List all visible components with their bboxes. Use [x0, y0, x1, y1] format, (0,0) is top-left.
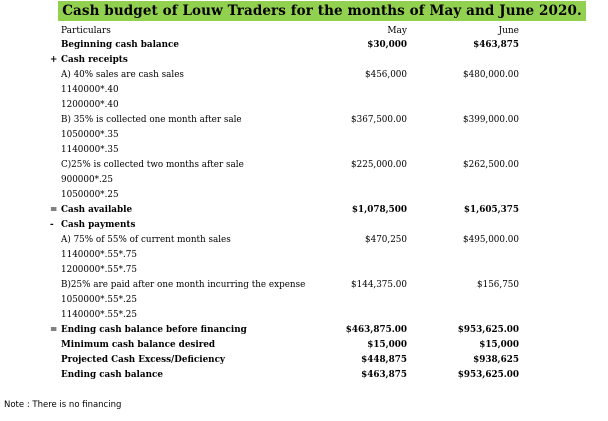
table-row: [0, 143, 608, 158]
row-label: Projected Cash Excess/Deficiency: [61, 355, 226, 365]
row-june-value: $953,625.00: [457, 325, 519, 335]
row-june-value: $156,750: [477, 280, 519, 290]
row-june-value: $1,605,375: [463, 205, 519, 215]
table-row: [0, 218, 608, 233]
row-sign: +: [50, 55, 58, 65]
row-label: 1050000*.35: [61, 130, 119, 140]
table-row: [0, 83, 608, 98]
row-may-value: $470,250: [365, 235, 407, 245]
table-row: [0, 323, 608, 338]
header-june: June: [498, 26, 519, 36]
header-may: May: [387, 26, 407, 36]
row-may-value: $1,078,500: [351, 205, 407, 215]
row-label: 1200000*.40: [61, 100, 119, 110]
row-label: 1140000*.40: [61, 85, 119, 95]
table-row: [0, 308, 608, 323]
table-row: [0, 248, 608, 263]
row-label: A) 40% sales are cash sales: [61, 70, 184, 80]
header-particulars: Particulars: [61, 26, 111, 36]
table-row: [0, 368, 608, 383]
row-label: Minimum cash balance desired: [61, 340, 216, 350]
table-row: [0, 188, 608, 203]
row-june-value: $938,625: [473, 355, 519, 365]
row-label: A) 75% of 55% of current month sales: [61, 235, 231, 245]
row-label: Beginning cash balance: [61, 40, 179, 50]
row-june-value: $953,625.00: [457, 370, 519, 380]
table-row: [0, 98, 608, 113]
row-june-value: $15,000: [479, 340, 519, 350]
table-row: [0, 353, 608, 368]
row-june-value: $480,000.00: [463, 70, 519, 80]
row-may-value: $30,000: [367, 40, 407, 50]
row-june-value: $262,500.00: [463, 160, 519, 170]
table-row: [0, 293, 608, 308]
table-row: [0, 263, 608, 278]
row-may-value: $456,000: [365, 70, 407, 80]
table-row: [0, 113, 608, 128]
row-label: Cash receipts: [61, 55, 128, 65]
table-row: [0, 128, 608, 143]
row-may-value: $448,875: [361, 355, 407, 365]
row-may-value: $463,875: [361, 370, 407, 380]
table-row: [0, 68, 608, 83]
sheet-title: Cash budget of Louw Traders for the months of May and June 2020.: [58, 1, 586, 21]
table-row: [0, 173, 608, 188]
row-may-value: $463,875.00: [345, 325, 407, 335]
row-label: B)25% are paid after one month incurring the expense: [61, 280, 306, 290]
row-label: 1050000*.25: [61, 190, 119, 200]
table-row: [0, 338, 608, 353]
row-label: 1140000*.55*.75: [61, 250, 137, 260]
row-label: Cash available: [61, 205, 133, 215]
row-sign: =: [50, 205, 58, 215]
table-row: [0, 53, 608, 68]
row-june-value: $399,000.00: [463, 115, 519, 125]
row-june-value: $463,875: [473, 40, 519, 50]
row-sign: -: [50, 220, 54, 230]
row-may-value: $367,500.00: [351, 115, 407, 125]
row-label: 900000*.25: [61, 175, 113, 185]
table-row: [0, 203, 608, 218]
row-label: 1140000*.55*.25: [61, 310, 137, 320]
row-label: B) 35% is collected one month after sale: [61, 115, 242, 125]
row-may-value: $15,000: [367, 340, 407, 350]
row-may-value: $144,375.00: [351, 280, 407, 290]
table-row: [0, 158, 608, 173]
row-may-value: $225,000.00: [351, 160, 407, 170]
footnote: Note : There is no financing: [4, 400, 122, 410]
row-label: 1050000*.55*.25: [61, 295, 137, 305]
row-sign: =: [50, 325, 58, 335]
row-label: 1200000*.55*.75: [61, 265, 137, 275]
row-june-value: $495,000.00: [463, 235, 519, 245]
row-label: 1140000*.35: [61, 145, 119, 155]
table-row: [0, 278, 608, 293]
row-label: Ending cash balance before financing: [61, 325, 247, 335]
row-label: Cash payments: [61, 220, 136, 230]
row-label: Ending cash balance: [61, 370, 163, 380]
table-row: [0, 38, 608, 53]
row-label: C)25% is collected two months after sale: [61, 160, 244, 170]
table-row: [0, 233, 608, 248]
